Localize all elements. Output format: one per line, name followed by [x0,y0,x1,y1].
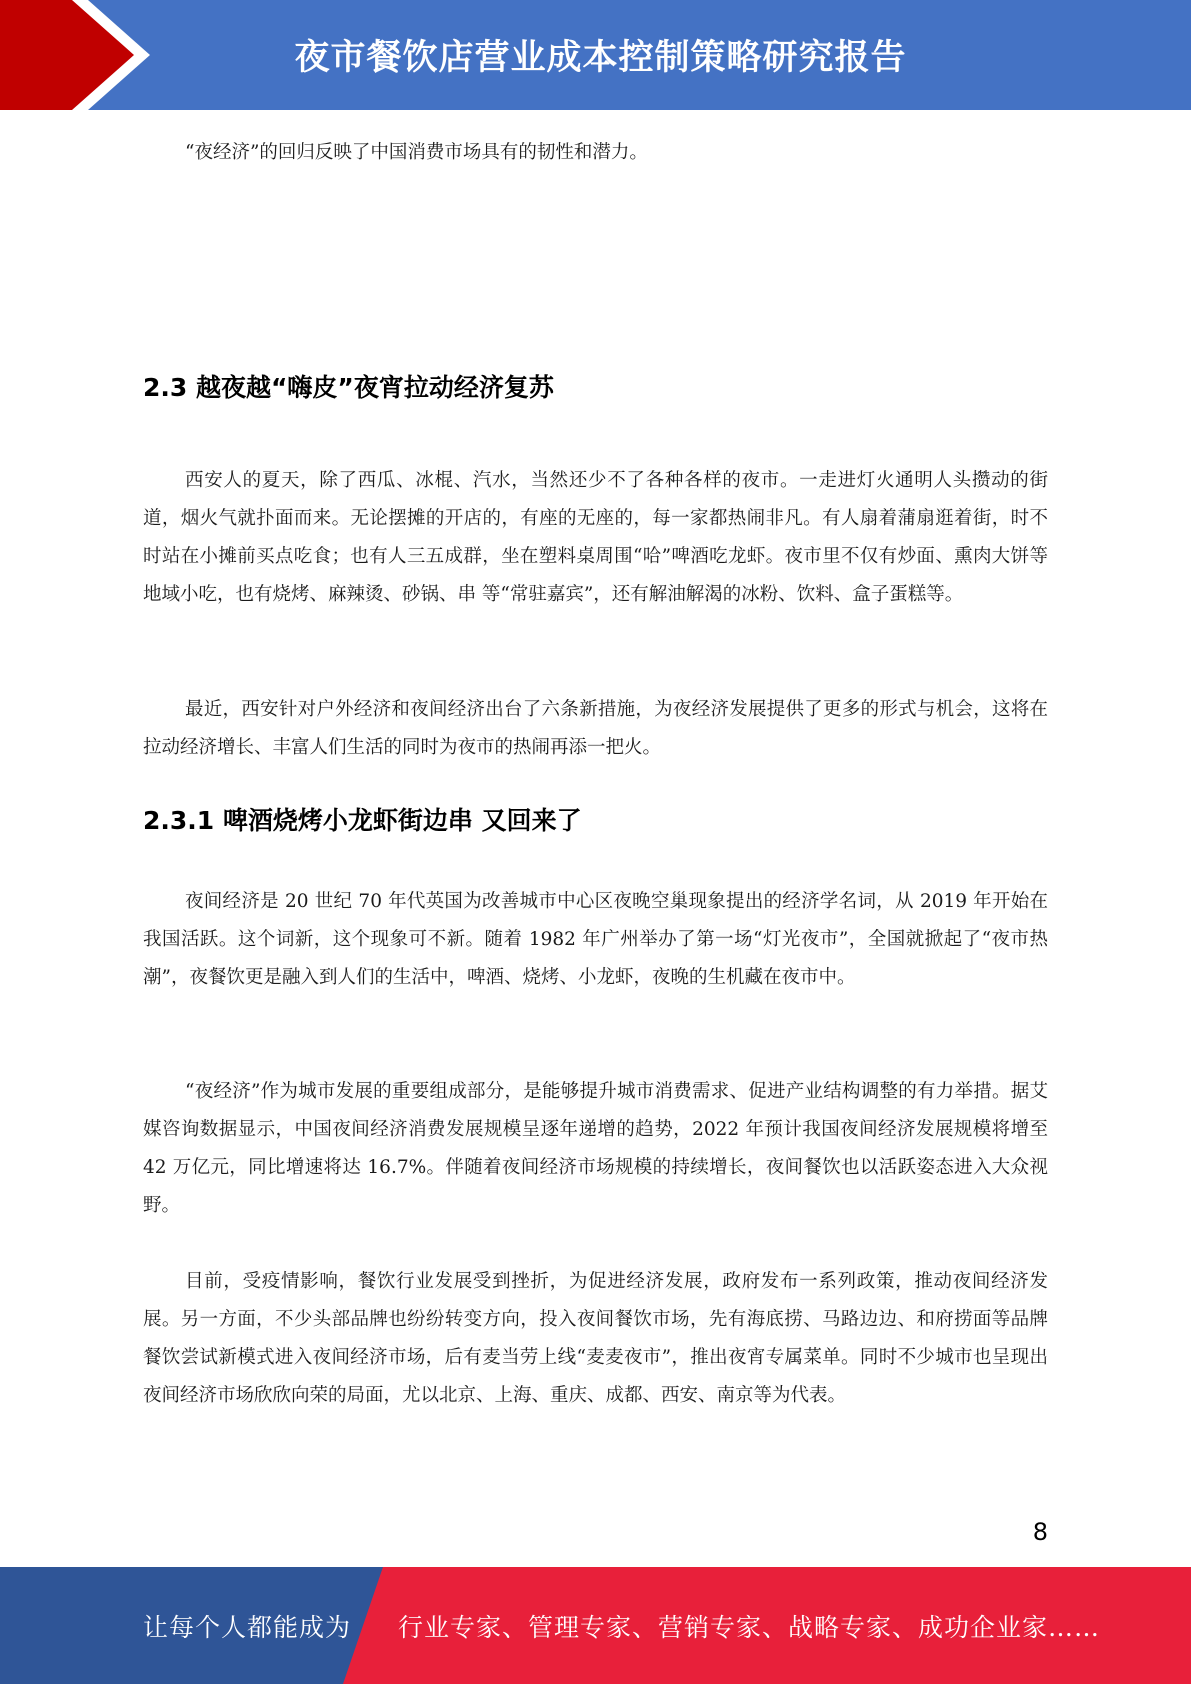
paragraph-intro: “夜经济”的回归反映了中国消费市场具有的韧性和潜力。 [185,142,648,163]
section-heading-2-3-1: 2.3.1 啤酒烧烤小龙虾街边串 又回来了 [143,806,582,835]
page-footer [0,1567,1191,1684]
report-title: 夜市餐饮店营业成本控制策略研究报告 [294,38,907,78]
section-heading-2-3: 2.3 越夜越“嗨皮”夜宵拉动经济复苏 [143,373,554,402]
paragraph-2-3-b: 最近，西安针对户外经济和夜间经济出台了六条新措施，为夜经济发展提供了更多的形式与机会，这将在拉动经济增长、丰富人们生活的同时为夜市的热闹再添一把火。 [143,699,1048,758]
page-number: 8 [1032,1518,1048,1546]
paragraph-2-3-a: 西安人的夏天，除了西瓜、冰棍、汽水，当然还少不了各种各样的夜市。一走进灯火通明人头攒动的街道，烟火气就扑面而来。无论摆摊的开店的，有座的无座的，每一家都热闹非凡。有人扇着蒲扇逛着街，时不时站在小摊前买点吃食；也有人三五成群，坐在塑料桌周围“哈”啤酒吃龙虾。夜市里不仅有炒面、熏肉大饼等地域小吃，也有烧烤、麻辣烫、砂锅、串 等“常驻嘉宾”，还有解油解渴的冰粉、饮料、盒子蛋糕等。 [143,470,1048,605]
footer-slogan-left: 让每个人都能成为 [143,1612,352,1642]
paragraph-2-3-1-b: “夜经济”作为城市发展的重要组成部分，是能够提升城市消费需求、促进产业结构调整的有力举措。据艾媒咨询数据显示，中国夜间经济消费发展规模呈逐年递增的趋势，2022 年预计我国夜间经济发展规模将增至 42 万亿元，同比增速将达 16.7%。伴随着夜间经济市场规模的持续增长，夜间餐饮也以活跃姿态进入大众视野。 [143,1081,1048,1216]
footer-slogan-right: 行业专家、管理专家、营销专家、战略专家、成功企业家…… [398,1612,1101,1642]
page-header [0,0,1191,110]
paragraph-2-3-1-c: 目前，受疫情影响，餐饮行业发展受到挫折，为促进经济发展，政府发布一系列政策，推动夜间经济发展。另一方面，不少头部品牌也纷纷转变方向，投入夜间餐饮市场，先有海底捞、马路边边、和府捞面等品牌餐饮尝试新模式进入夜间经济市场，后有麦当劳上线“麦麦夜市”，推出夜宵专属菜单。同时不少城市也呈现出夜间经济市场欣欣向荣的局面，尤以北京、上海、重庆、成都、西安、南京等为代表。 [143,1271,1048,1406]
paragraph-2-3-1-a: 夜间经济是 20 世纪 70 年代英国为改善城市中心区夜晚空巢现象提出的经济学名词，从 2019 年开始在我国活跃。这个词新，这个现象可不新。随着 1982 年广州举办了第一场“灯光夜市”，全国就掀起了“夜市热潮”，夜餐饮更是融入到人们的生活中，啤酒、烧烤、小龙虾，夜晚的生机藏在夜市中。 [143,891,1048,988]
